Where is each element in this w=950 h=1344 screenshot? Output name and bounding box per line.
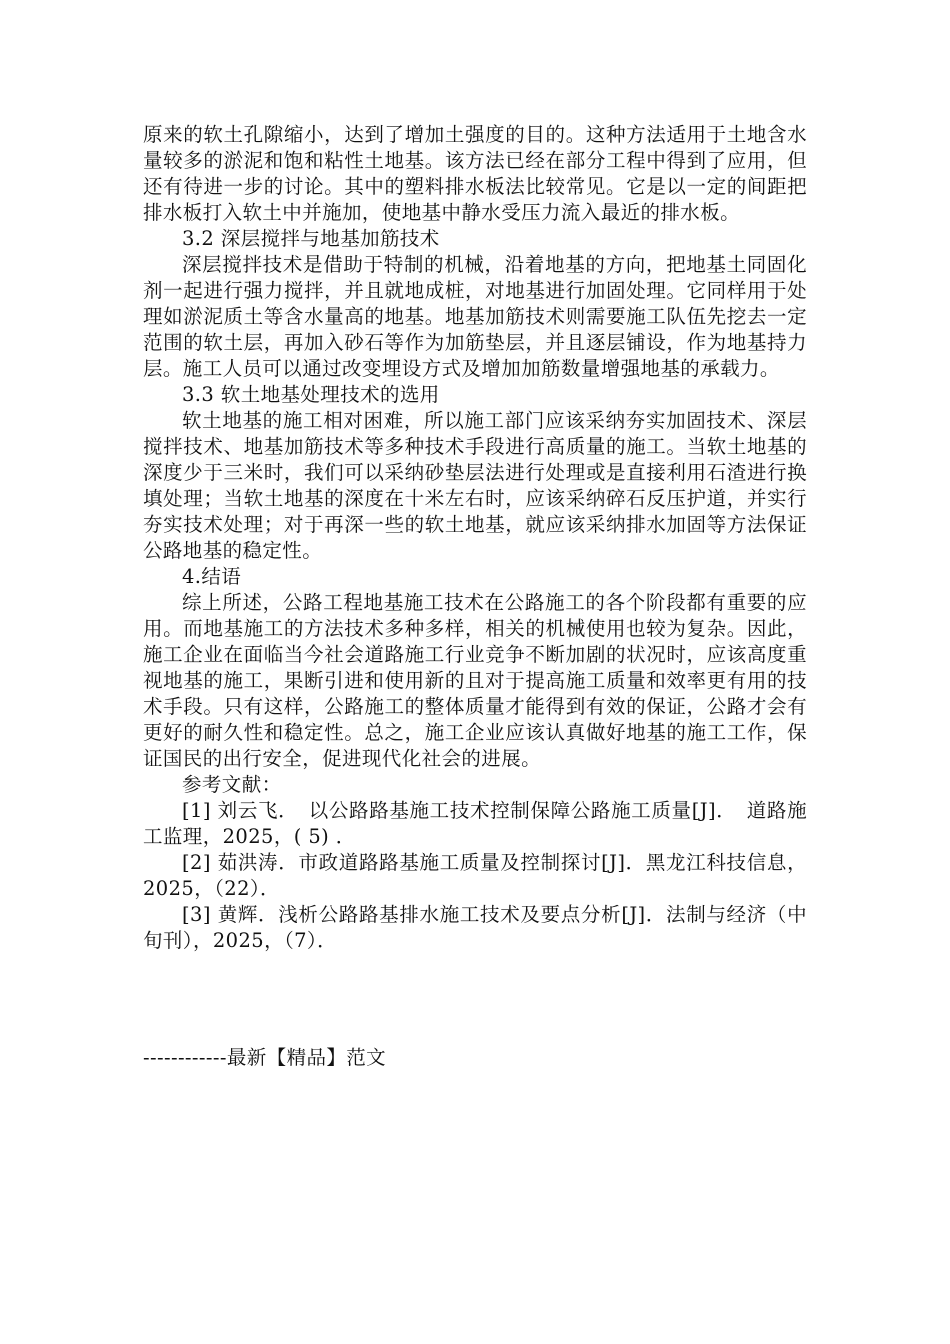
body-paragraph-4: 综上所述，公路工程地基施工技术在公路施工的各个阶段都有重要的应用。而地基施工的方法技术多种多样，相关的机械使用也较为复杂。因此，施工企业在面临当今社会道路施工行业竞争不断加剧的状况时，应该高度重视地基的施工，果断引进和使用新的且对于提高施工质量和效率更有用的技术手段。只有这样，公路施工的整体质量才能得到有效的保证，公路才会有更好的耐久性和稳定性。总之，施工企业应该认真做好地基的施工工作，保证国民的出行安全，促进现代化社会的进展。 [143,591,807,770]
body-paragraph-1: 原来的软土孔隙缩小，达到了增加土强度的目的。这种方法适用于土地含水量较多的淤泥和饱和粘性土地基。该方法已经在部分工程中得到了应用，但还有待进一步的讨论。其中的塑料排水板法比较常见。它是以一定的间距把排水板打入软土中并施加，使地基中静水受压力流入最近的排水板。 [143,123,807,224]
document-page [143,122,807,954]
references-heading: 参考文献： [182,773,282,796]
section-heading-3-3: 3.3 软土地基处理技术的选用 [182,383,440,406]
body-paragraph-2: 深层搅拌技术是借助于特制的机械，沿着地基的方向，把地基土同固化剂一起进行强力搅拌，并且就地成桩，对地基进行加固处理。它同样用于处理如淤泥质土等含水量高的地基。地基加筋技术则需要施工队伍先挖去一定范围的软土层，再加入砂石等作为加筋垫层，并且逐层铺设，作为地基持力层。施工人员可以通过改变埋设方式及增加加筋数量增强地基的承载力。 [143,253,807,380]
reference-item-2: [2] 茹洪涛．市政道路路基施工质量及控制探讨[J]．黑龙江科技信息，2025，（22）． [143,851,807,900]
section-heading-4: 4.结语 [182,565,242,588]
page-footer: ------------最新【精品】范文 [143,1046,387,1069]
reference-item-1: [1] 刘云飞． 以公路路基施工技术控制保障公路施工质量[J]． 道路施工监理，2025，( 5) ． [143,799,807,848]
reference-item-3: [3] 黄辉．浅析公路路基排水施工技术及要点分析[J]．法制与经济（中旬刊），2025，（7）． [143,903,807,952]
body-paragraph-3: 软土地基的施工相对困难，所以施工部门应该采纳夯实加固技术、深层搅拌技术、地基加筋技术等多种技术手段进行高质量的施工。当软土地基的深度少于三米时，我们可以采纳砂垫层法进行处理或是直接利用石渣进行换填处理；当软土地基的深度在十米左右时，应该采纳碎石反压护道，并实行夯实技术处理；对于再深一些的软土地基，就应该采纳排水加固等方法保证公路地基的稳定性。 [143,409,807,562]
section-heading-3-2: 3.2 深层搅拌与地基加筋技术 [182,227,440,250]
